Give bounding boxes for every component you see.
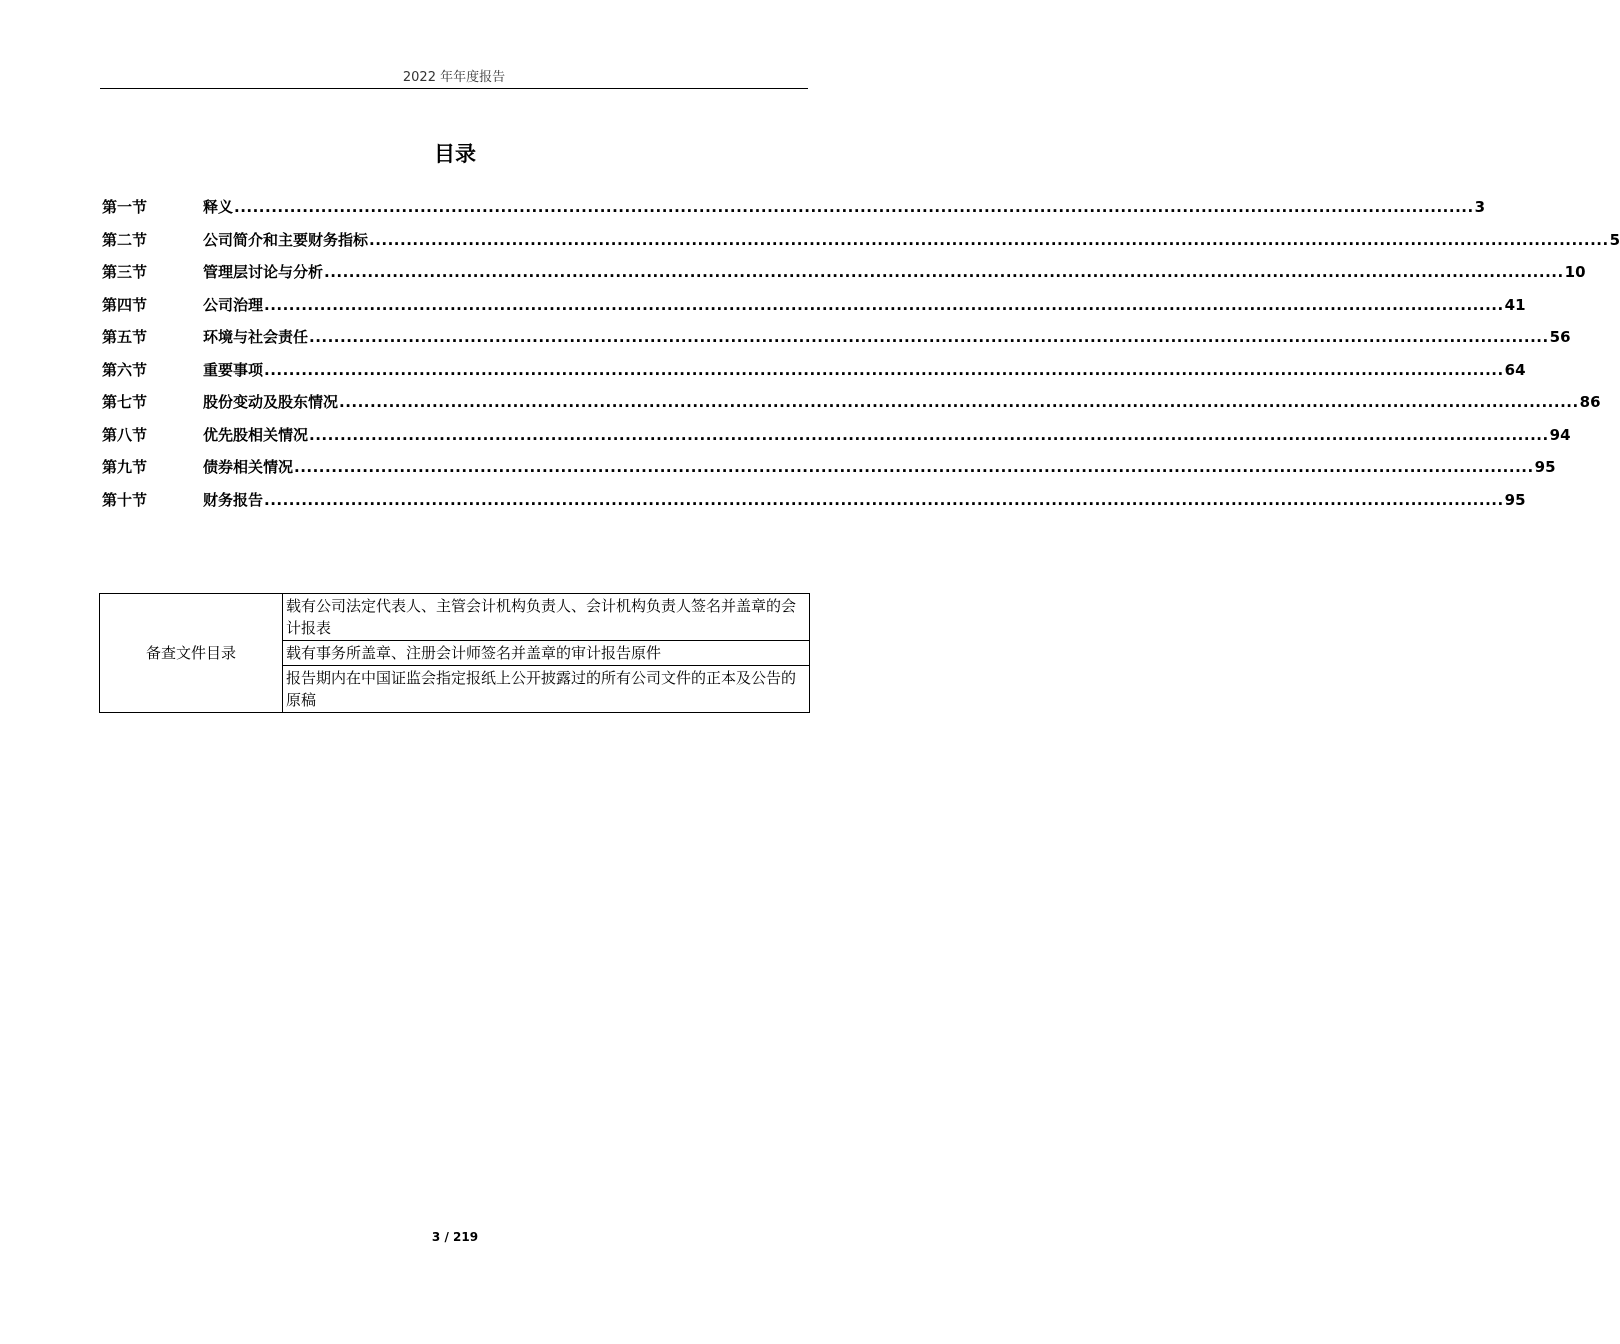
toc-section: 第八节: [102, 425, 148, 444]
toc-leader: ........................................................................................................................................................................................................: [264, 295, 1504, 314]
toc-entry[interactable]: [102, 359, 1526, 392]
toc-leader: ........................................................................................................................................................................................................: [264, 490, 1504, 509]
reference-documents-table: [99, 593, 810, 713]
toc-label: 财务报告: [203, 490, 264, 509]
toc-label: 优先股相关情况: [203, 425, 309, 444]
toc-entry[interactable]: [102, 196, 1486, 229]
page-number: 3 / 219: [431, 1230, 479, 1244]
toc-leader: ........................................................................................................................................................................................................: [324, 263, 1564, 281]
toc-page: 41: [1504, 295, 1526, 314]
toc-section: 第九节: [102, 458, 148, 476]
toc-section: 第三节: [102, 263, 148, 281]
toc-page: 5: [1609, 230, 1620, 249]
toc-page: 10: [1564, 263, 1586, 281]
toc-entry[interactable]: [102, 326, 1571, 359]
toc-label: 释义: [203, 198, 234, 216]
toc-label: 公司治理: [203, 295, 264, 314]
toc-label: 重要事项: [203, 360, 264, 379]
toc-label: 债券相关情况: [203, 458, 294, 476]
toc-label: 环境与社会责任: [203, 328, 309, 346]
toc-leader: ........................................................................................................................................................................................................: [309, 328, 1549, 346]
toc-section: 第七节: [102, 393, 148, 411]
toc-leader: ........................................................................................................................................................................................................: [234, 198, 1474, 216]
toc-entry[interactable]: [102, 456, 1556, 489]
toc-page: 95: [1504, 490, 1526, 509]
table-of-contents: [102, 196, 1620, 521]
toc-page: 94: [1549, 425, 1571, 444]
toc-section: 第一节: [102, 198, 148, 216]
toc-section: 第四节: [102, 295, 148, 314]
toc-page: 3: [1474, 198, 1486, 216]
toc-leader: ........................................................................................................................................................................................................: [369, 230, 1609, 249]
toc-entry[interactable]: [102, 294, 1526, 327]
toc-leader: ........................................................................................................................................................................................................: [294, 458, 1534, 476]
toc-page: 56: [1549, 328, 1571, 346]
toc-page: 86: [1579, 393, 1601, 411]
toc-page: 95: [1534, 458, 1556, 476]
toc-section: 第二节: [102, 230, 148, 249]
reference-item: 报告期内在中国证监会指定报纸上公开披露过的所有公司文件的正本及公告的原稿: [283, 666, 810, 713]
toc-entry[interactable]: [102, 424, 1571, 457]
toc-entry[interactable]: [102, 261, 1586, 294]
page-header: 2022 年年度报告: [100, 66, 808, 89]
toc-label: 管理层讨论与分析: [203, 263, 324, 281]
toc-label: 公司简介和主要财务指标: [203, 230, 369, 249]
page-title: 目录: [434, 142, 476, 166]
toc-entry[interactable]: [102, 489, 1526, 522]
reference-item: 载有事务所盖章、注册会计师签名并盖章的审计报告原件: [283, 641, 810, 666]
toc-leader: ........................................................................................................................................................................................................: [309, 425, 1549, 444]
toc-section: 第六节: [102, 360, 148, 379]
reference-item: 载有公司法定代表人、主管会计机构负责人、会计机构负责人签名并盖章的会计报表: [283, 594, 810, 641]
toc-page: 64: [1504, 360, 1526, 379]
toc-section: 第五节: [102, 328, 148, 346]
reference-heading: 备查文件目录: [100, 594, 283, 713]
toc-leader: ........................................................................................................................................................................................................: [264, 360, 1504, 379]
toc-leader: ........................................................................................................................................................................................................: [339, 393, 1579, 411]
toc-section: 第十节: [102, 490, 148, 509]
toc-entry[interactable]: [102, 229, 1620, 262]
toc-label: 股份变动及股东情况: [203, 393, 339, 411]
toc-entry[interactable]: [102, 391, 1601, 424]
